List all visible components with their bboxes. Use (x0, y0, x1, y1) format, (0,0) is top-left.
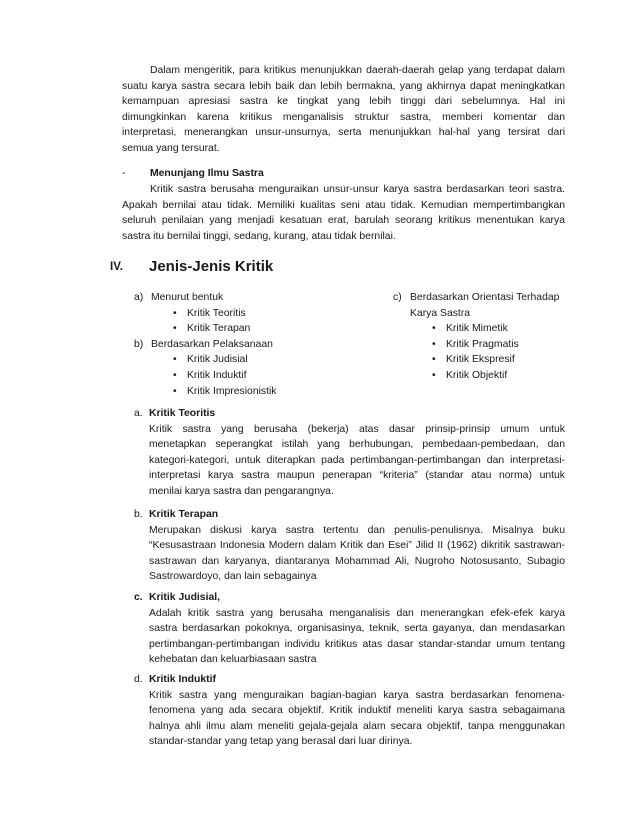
section-title: Jenis-Jenis Kritik (149, 258, 274, 275)
bullet-icon: • (432, 338, 436, 350)
bullet-icon: • (173, 385, 177, 397)
menunjang-paragraph (122, 182, 565, 244)
bullet-icon: • (173, 369, 177, 381)
menunjang-title: Menunjang Ilmu Sastra (150, 168, 264, 179)
bullet-item (173, 384, 364, 400)
item-letter: a. (134, 408, 143, 419)
item-letter: d. (134, 674, 143, 685)
list-item-continued (393, 306, 573, 322)
bullet-icon: • (432, 354, 436, 366)
list-label: Berdasarkan Pelaksanaan (151, 338, 273, 350)
item-line: interpretasi karya sastra maupun penerapan “kriteria” (standar atau norma) untuk (149, 470, 565, 482)
list-item (393, 290, 573, 306)
item-line: halnya ahli ilmu alam meneliti gejala-gejala alam secara objektif, tanpa menggunakan (149, 720, 565, 732)
intro-line: interpretasi, menerangkan unsur-unsurnya, serta menunjukkan hal-hal yang tersirat dari (122, 127, 565, 139)
bullet-icon: • (173, 323, 177, 335)
bullet-text: Kritik Pragmatis (446, 338, 519, 350)
menunjang-line: Kritik sastra berusaha menguraikan unsur-unsur karya sastra berdasarkan teori sastra. (150, 184, 565, 195)
bullet-icon: • (173, 307, 177, 319)
bullet-text: Kritik Objektif (446, 369, 508, 381)
bullet-text: Kritik Induktif (187, 369, 247, 381)
bullet-item (173, 306, 364, 322)
bullet-text: Kritik Teoritis (187, 307, 246, 319)
bullet-icon: • (173, 354, 177, 366)
item-line: Kritik sastra yang berusaha (bekerja) atas dasar prinsip-prinsip umum untuk (149, 423, 565, 435)
bullet-item (432, 352, 573, 368)
item-line: Kritik sastra yang menguraikan bagian-bagian karya sastra berdasarkan fenomena- (149, 689, 565, 701)
bullet-text: Kritik Mimetik (446, 323, 508, 335)
intro-line: suatu karya sastra secara lebih baik dan lebih bermakna, yang akhirnya dapat meningkatkan (122, 80, 565, 92)
intro-line: semua yang tersurat. (122, 142, 220, 154)
menunjang-line: seluruh penilaian yang menjadi kesatuan erat, barulah seorang kritikus menentukan karya (122, 215, 565, 227)
list-item (134, 290, 364, 306)
bullet-item (173, 352, 364, 368)
item-heading: Kritik Teoritis (149, 408, 216, 419)
item-heading: Kritik Induktif (149, 674, 216, 685)
item-line: standar-standar yang tetap yang berasal dari luar dirinya. (149, 736, 413, 748)
classification-list-right (393, 290, 573, 384)
kritik-induktif-section (134, 672, 565, 750)
classification-list-left (134, 290, 364, 399)
item-line: “Kesusastraan Indonesia Modern dalam Kritik dan Esei” Jilid II (1962) dikritik sastrawan- (149, 540, 565, 552)
list-letter: a) (134, 292, 144, 303)
item-line: sastrawan dan karyanya, diantaranya Mohammad Ali, Nugroho Notosusanto, Subagio (149, 555, 565, 567)
bullet-icon: • (432, 369, 436, 381)
section-number: IV. (110, 261, 124, 273)
bullet-icon: • (432, 323, 436, 335)
item-line: sastra berdasarkan pokoknya, organisasinya, teknik, serta gayanya, dan mendasarkan (149, 623, 565, 635)
bullet-text: Kritik Judisial (187, 354, 248, 366)
item-line: pertimbangan-pertimbangan individu kritikus atas dasar standar-standar umum tentang (149, 638, 565, 650)
item-heading: Kritik Terapan (149, 509, 219, 520)
bullet-text: Kritik Ekspresif (446, 354, 515, 366)
intro-line: kemampuan apresiasi sastra ke tingkat yang lebih tinggi dari sebelumnya. Hal ini (122, 96, 565, 108)
kritik-teoritis-section (134, 406, 565, 500)
bullet-text: Kritik Impresionistik (187, 385, 277, 397)
item-line: menilai karya sastra dan pengarangnya. (149, 485, 334, 497)
menunjang-line: sastra itu bernilai tinggi, sedang, kurang, atau tidak bernilai. (122, 230, 396, 242)
intro-line: Dalam mengeritik, para kritikus menunjukkan daerah-daerah gelap yang terdapat dalam (150, 65, 565, 76)
bullet-text: Kritik Terapan (187, 323, 251, 335)
bullet-item (432, 368, 573, 384)
bullet-item (173, 368, 364, 384)
intro-paragraph (122, 63, 565, 157)
item-line: kategori-kategori, untuk diterapkan pada pertimbangan-pertimbangan dan interpretasi- (149, 454, 565, 466)
list-label: Menurut bentuk (151, 292, 224, 303)
list-label: Berdasarkan Orientasi Terhadap (410, 292, 560, 303)
item-letter: b. (134, 509, 143, 520)
item-line: Adalah kritik sastra yang berusaha menganalisis dan menerangkan efek-efek karya (149, 607, 565, 619)
menunjang-line: Apakah bernilai atau tidak. Memiliki kualitas seni atau tidak. Kemudian mempertimbangkan (122, 199, 565, 211)
list-letter: b) (134, 338, 144, 350)
item-line: kehebatan dan keluarbiasaan sastra (149, 654, 317, 666)
dash-marker: - (122, 168, 126, 179)
bullet-item (432, 337, 573, 353)
item-line: Merupakan diskusi karya sastra tertentu dan penulis-penulisnya. Misalnya buku (149, 524, 565, 536)
item-line: menetapkan seperangkat istilah yang berhubungan, pembedaan-pembedaan, dan (149, 439, 565, 451)
item-heading: Kritik Judisial, (149, 592, 221, 603)
list-item (134, 337, 364, 353)
item-letter: c. (134, 592, 143, 603)
list-label: Karya Sastra (410, 307, 471, 319)
item-line: Sastrowardoyo, dan lain sebagainya (149, 571, 317, 583)
intro-line: dimungkinkan karena kritikus menganalisis struktur sastra, memberi komentar dan (122, 111, 565, 123)
kritik-judisial-section (134, 590, 565, 668)
item-line: fenomena yang ada secara objektif. Kritik induktif meneliti karya sastra sebagaimana (149, 705, 565, 717)
list-letter: c) (393, 292, 402, 303)
kritik-terapan-section (134, 507, 565, 585)
bullet-item (173, 321, 364, 337)
bullet-item (432, 321, 573, 337)
